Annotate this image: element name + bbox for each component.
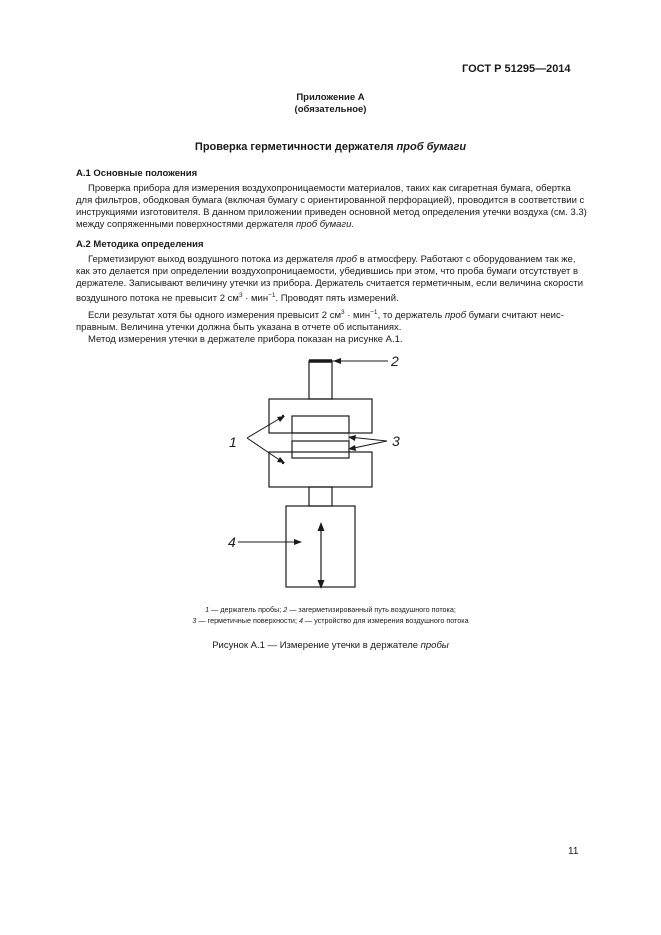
page-number: 11 <box>568 846 579 857</box>
legend-4-text: — устройство для измерения воздушного потока <box>302 616 469 625</box>
standard-number: ГОСТ Р 51295—2014 <box>462 63 571 75</box>
legend-1-text: — держатель пробы; <box>209 605 284 614</box>
a2-p2-l1-sup1: 3 <box>340 309 345 317</box>
a1-line-1: Проверка прибора для измерения воздухопроницаемости материалов, таких как сигаретная бумага, обертка <box>88 183 571 194</box>
a2-p1-l4-c: . Проводят пять измерений. <box>275 293 399 305</box>
a1-line-4-plain: между сопряженными поверхностями держателя <box>76 219 296 230</box>
leader-2-arrow <box>333 358 341 364</box>
dot-1b <box>282 462 284 464</box>
a2-p2-l1-a: Если результат хотя бы одного измерения превысит 2 см <box>88 310 341 322</box>
a2-p2-l1-sup2: −1 <box>370 309 378 317</box>
figure-legend-line-1 <box>0 605 661 614</box>
a1-line-2: для фильтров, ободковая бумага (включая бумагу с ориентированной перфорацией), проводится в соответствии с <box>76 195 585 206</box>
seal-gap <box>292 433 349 441</box>
a2-p2-l1-italic: проб <box>444 310 467 322</box>
legend-3-num: 3 <box>192 616 197 625</box>
a2-p2-l1-d: бумаги считают неис- <box>466 310 564 322</box>
a2-p1-l1-b: в атмосферу. Работают с оборудованием так же, <box>356 254 576 265</box>
a1-line-3: инструкциями изготовителя. В данном приложении приведен основной метод определения утечки воздуха (см. 3.3) <box>76 207 587 218</box>
device-arrow-up <box>318 522 325 531</box>
figure-legend-line-2 <box>0 616 661 625</box>
top-stem <box>309 361 332 399</box>
dot-1a <box>282 415 284 417</box>
figure-label-1: 1 <box>229 434 237 450</box>
document-title-italic: проб бумаги <box>396 141 467 153</box>
leader-1a-arrow <box>277 416 285 422</box>
section-a2-heading: А.2 Методика определения <box>76 239 204 250</box>
figure-caption <box>0 640 661 651</box>
a2-p1-l4-sup2: −1 <box>268 292 276 299</box>
a2-p1-line-2: как это делается при определении воздухопроницаемости, убедившись при этом, что проба бумаги отсутствует в <box>76 266 579 277</box>
a2-p1-l4-b: · мин <box>242 293 269 305</box>
legend-2-text: — загерметизированный путь воздушного потока; <box>287 605 456 614</box>
figure-label-3: 3 <box>392 433 400 449</box>
a2-p1-line-3: держателе. Записывают величину утечки из прибора. Держатель считается герметичным, если величина скорости <box>76 278 584 289</box>
a2-p2-l1-c: , то держатель <box>377 310 445 322</box>
a2-p2-l1-b: · мин <box>344 310 371 322</box>
appendix-status: (обязательное) <box>294 104 367 115</box>
legend-2-num: 2 <box>283 605 288 614</box>
figure-caption-italic: пробы <box>420 640 449 651</box>
a2-p3-line: Метод измерения утечки в держателе прибора показан на рисунке А.1. <box>88 334 403 346</box>
a2-p1-l4-a: воздушного потока не превысит 2 см <box>76 293 239 305</box>
a2-p1-l4-sup1: 3 <box>238 292 243 299</box>
figure-caption-plain: Рисунок А.1 — Измерение утечки в держателе <box>212 640 421 651</box>
section-a1-heading: А.1 Основные положения <box>76 168 198 179</box>
legend-4-num: 4 <box>298 616 303 625</box>
a2-p2-line-2: правным. Величина утечки должна быть указана в отчете об испытаниях. <box>76 322 402 334</box>
legend-3-text: — герметичные поверхности; <box>196 616 299 625</box>
leader-4-arrow <box>294 539 302 545</box>
a2-p1-l1-italic: проб <box>335 254 357 265</box>
a2-p1-l1-a: Герметизируют выход воздушного потока из держателя <box>88 254 336 265</box>
upper-inner-plate <box>292 416 349 433</box>
figure-label-2: 2 <box>391 353 399 369</box>
a1-line-4-italic: проб бумаги <box>295 219 352 230</box>
device-arrow-down <box>318 580 325 589</box>
lower-inner-plate <box>292 441 349 458</box>
leader-1b-arrow <box>277 457 285 463</box>
leader-1b <box>247 438 284 463</box>
figure-label-4: 4 <box>228 534 236 550</box>
legend-1-num: 1 <box>205 605 210 614</box>
lower-holder <box>269 452 372 487</box>
a1-line-4-end: . <box>351 219 355 230</box>
middle-stem <box>309 487 332 506</box>
appendix-title: Приложение А <box>296 92 365 103</box>
document-title-plain: Проверка герметичности держателя <box>194 141 397 153</box>
